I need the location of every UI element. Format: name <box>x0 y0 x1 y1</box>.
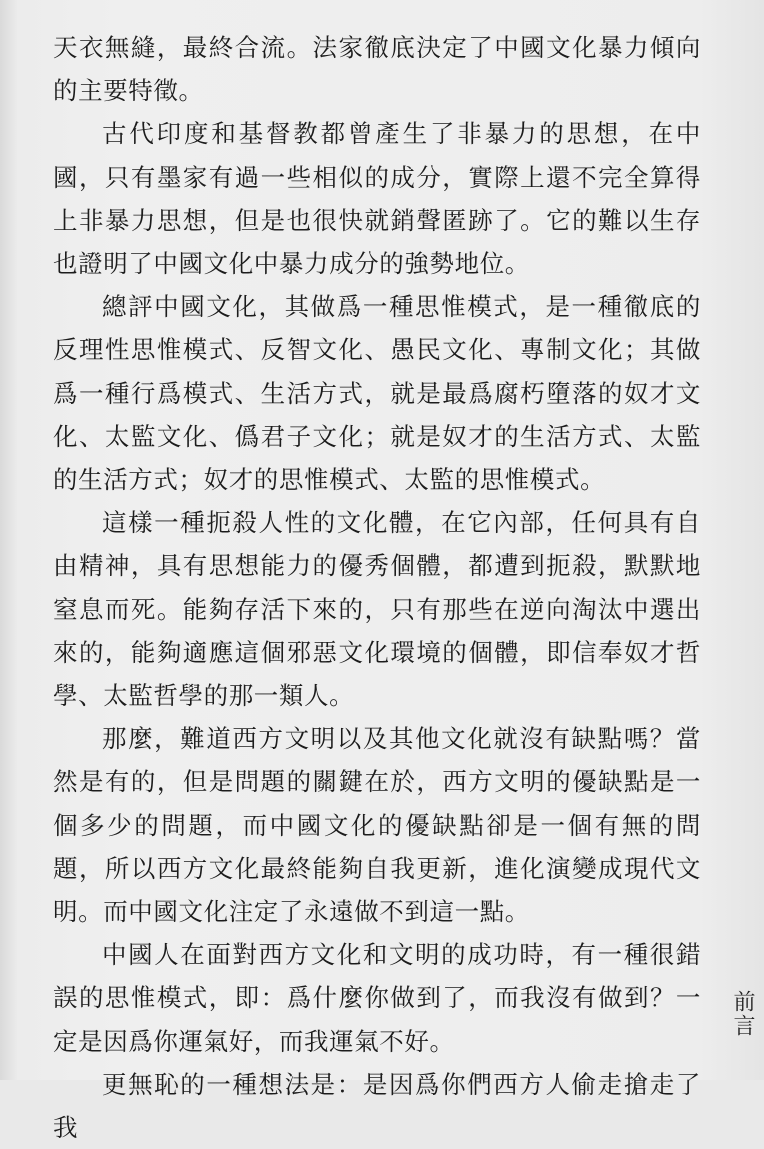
paragraph-2: 古代印度和基督教都曾產生了非暴力的思想，在中國，只有墨家有過一些相似的成分，實際上還不完全算得上非暴力思想，但是也很快就銷聲匿跡了。它的難以生存也證明了中國文化中暴力成分的強勢地位。 <box>53 119 701 279</box>
paragraph-1: 天衣無縫，最終合流。法家徹底決定了中國文化暴力傾向的主要特徵。 <box>53 33 701 106</box>
paragraph-5: 那麼，難道西方文明以及其他文化就沒有缺點嗎？當然是有的，但是問題的關鍵在於，西方文明的優缺點是一個多少的問題，而中國文化的優缺點卻是一個有無的問題，所以西方文化最終能夠自我更新，進化演變成現代文明。而中國文化注定了永遠做不到這一點。 <box>53 724 701 927</box>
paragraph-7: 更無恥的一種想法是：是因爲你們西方人偷走搶走了我 <box>53 1069 701 1143</box>
paragraph-4: 這樣一種扼殺人性的文化體，在它內部，任何具有自由精神，具有思想能力的優秀個體，都遭到扼殺，默默地窒息而死。能夠存活下來的，只有那些在逆向淘汰中選出來的，能夠適應這個邪惡文化環境的個體，即信奉奴才哲學、太監哲學的那一類人。 <box>53 508 701 711</box>
paragraph-6: 中國人在面對西方文化和文明的成功時，有一種很錯誤的思惟模式，即：爲什麼你做到了，而我沒有做到？一定是因爲你運氣好，而我運氣不好。 <box>53 940 701 1056</box>
body-text <box>53 26 701 1149</box>
running-head: 前言 <box>730 990 755 1038</box>
paragraph-3: 總評中國文化，其做爲一種思惟模式，是一種徹底的反理性思惟模式、反智文化、愚民文化、專制文化；其做爲一種行爲模式、生活方式，就是最爲腐朽墮落的奴才文化、太監文化、僞君子文化；就是奴才的生活方式、太監的生活方式；奴才的思惟模式、太監的思惟模式。 <box>53 292 701 495</box>
